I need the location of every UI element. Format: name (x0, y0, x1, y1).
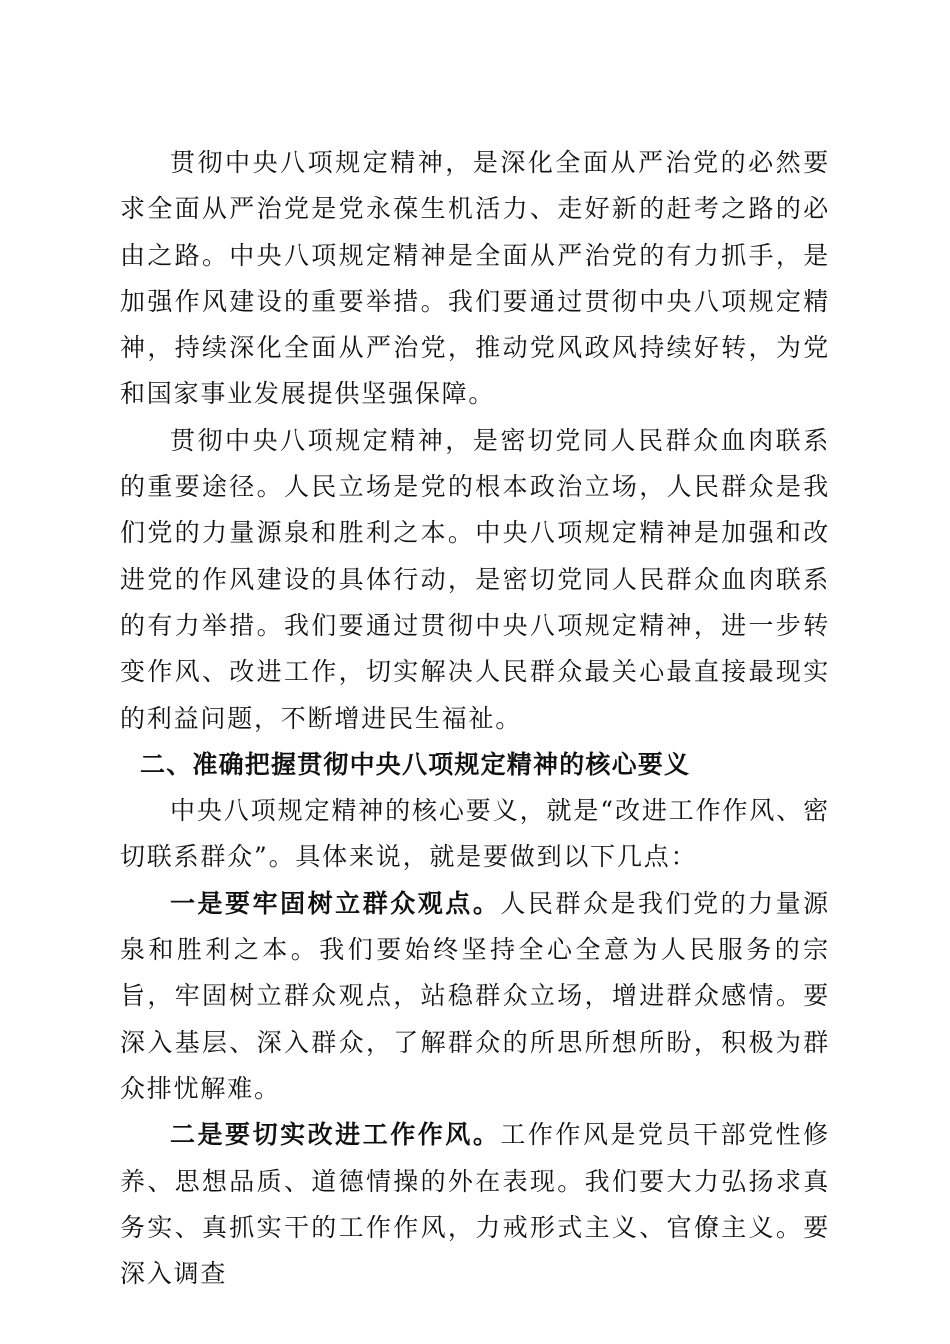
paragraph-people-connection: 贯彻中央八项规定精神，是密切党同人民群众血肉联系的重要途径。人民立场是党的根本政治立场，人民群众是我们党的力量源泉和胜利之本。中央八项规定精神是加强和改进党的作风建设的具体行动，是密切党同人民群众血肉联系的有力举措。我们要通过贯彻中央八项规定精神，进一步转变作风、改进工作，切实解决人民群众最关心最直接最现实的利益问题，不断增进民生福祉。 (120, 425, 830, 733)
section-heading: 二、准确把握贯彻中央八项规定精神的核心要义 (140, 749, 691, 779)
paragraph-core-meaning-intro: 中央八项规定精神的核心要义，就是“改进工作作风、密切联系群众”。具体来说，就是要做到以下几点： (120, 796, 830, 872)
paragraph-strict-governance: 贯彻中央八项规定精神，是深化全面从严治党的必然要求全面从严治党是党永葆生机活力、走好新的赶考之路的必由之路。中央八项规定精神是全面从严治党的有力抓手，是加强作风建设的重要举措。我们要通过贯彻中央八项规定精神，持续深化全面从严治党，推动党风政风持续好转，为党和国家事业发展提供坚强保障。 (120, 148, 830, 409)
point-one-text: 人民群众是我们党的力量源泉和胜利之本。我们要始终坚持全心全意为人民服务的宗旨，牢固树立群众观点，站稳群众立场，增进群众感情。要深入基层、深入群众，了解群众的所思所想所盼，积极为群众排忧解难。 (120, 888, 830, 1103)
point-two-lead: 二是要切实改进工作作风。 (170, 1120, 501, 1150)
paragraph-point-two (120, 1112, 830, 1297)
paragraph-point-one (120, 881, 830, 1112)
point-two-text: 工作作风是党员干部党性修养、思想品质、道德情操的外在表现。我们要大力弘扬求真务实、真抓实干的工作作风，力戒形式主义、官僚主义。要深入调查 (120, 1120, 830, 1289)
document-body (120, 140, 830, 1297)
point-one-lead: 一是要牢固树立群众观点。 (170, 888, 501, 918)
